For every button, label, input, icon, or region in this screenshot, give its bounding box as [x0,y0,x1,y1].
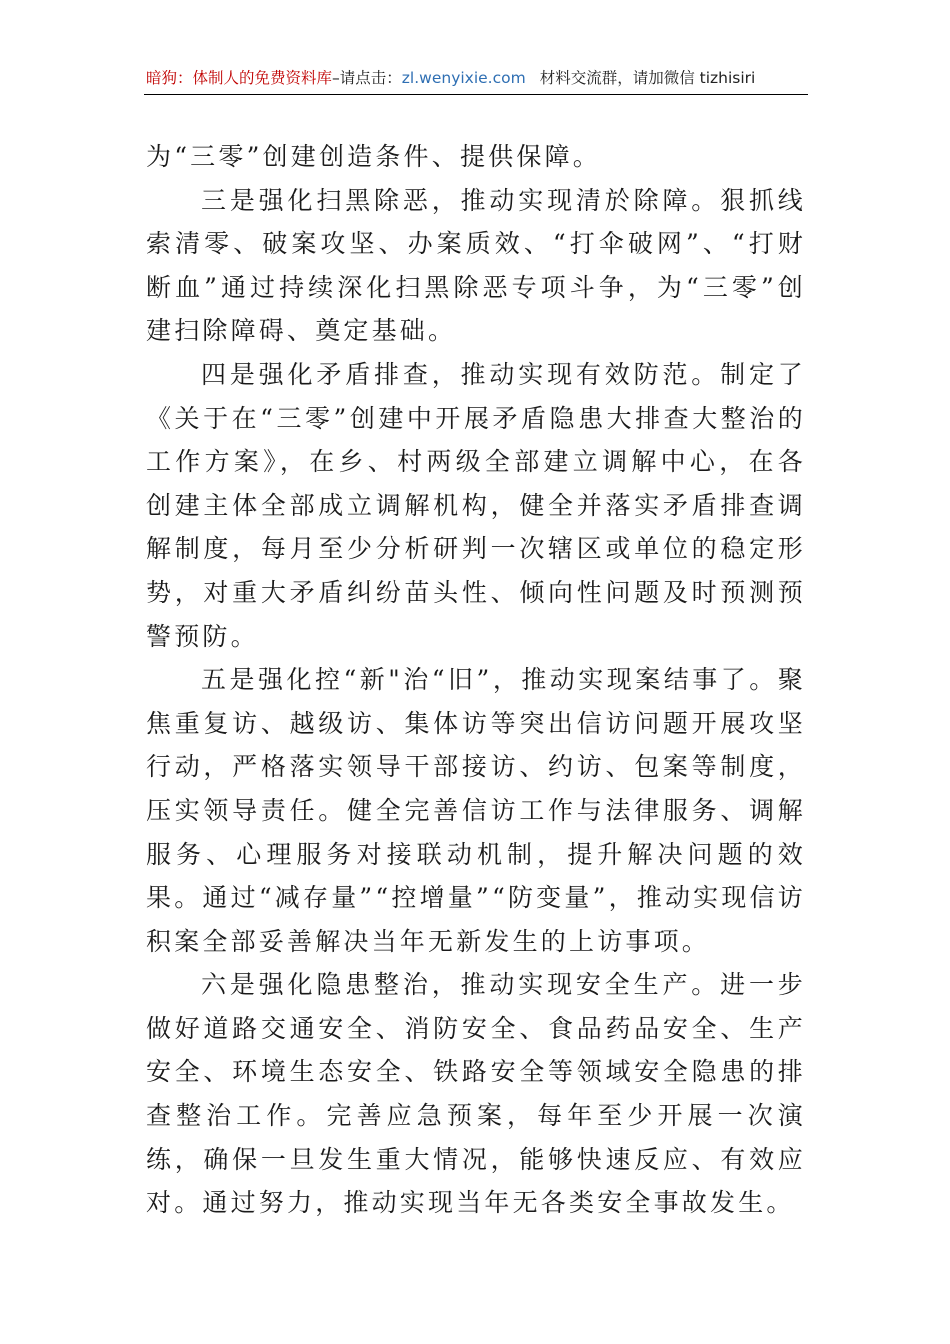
site-name: 暗狗：体制人的免费资料库 [146,69,333,87]
site-url-link[interactable]: zl.wenyixie.com [401,69,526,87]
click-prompt: –请点击： [332,69,402,87]
paragraph-point-three: 三是强化扫黑除恶，推动实现清於除障。狠抓线索清零、破案攻坚、办案质效、“打伞破网”、“打财断血”通过持续深化扫黑除恶专项斗争，为“三零”创建扫除障碍、奠定基础。 [146,185,806,346]
header-divider [144,94,808,95]
wechat-group-note: 材料交流群，请加微信 tizhisiri [539,69,756,87]
page-header [146,64,806,92]
paragraph-continuation: 为“三零”创建创造条件、提供保障。 [146,142,601,171]
paragraph-point-six: 六是强化隐患整治，推动实现安全生产。进一步做好道路交通安全、消防安全、食品药品安全、生产安全、环境生态安全、铁路安全等领域安全隐患的排查整治工作。完善应急预案，每年至少开展一次演练，确保一旦发生重大情况，能够快速反应、有效应对。通过努力，推动实现当年无各类安全事故发生。 [146,970,806,1218]
document-body [146,135,806,1225]
paragraph-point-four: 四是强化矛盾排查，推动实现有效防范。制定了《关于在“三零”创建中开展矛盾隐患大排查大整治的工作方案》，在乡、村两级全部建立调解中心，在各创建主体全部成立调解机构，健全并落实矛盾排查调解制度，每月至少分析研判一次辖区或单位的稳定形势，对重大矛盾纠纷苗头性、倾向性问题及时预测预警预防。 [146,359,806,651]
paragraph-point-five: 五是强化控“新"治“旧”，推动实现案结事了。聚焦重复访、越级访、集体访等突出信访问题开展攻坚行动，严格落实领导干部接访、约访、包案等制度，压实领导责任。健全完善信访工作与法律服务、调解服务、心理服务对接联动机制，提升解决问题的效果。通过“减存量”“控增量”“防变量”，推动实现信访积案全部妥善解决当年无新发生的上访事项。 [146,665,806,956]
